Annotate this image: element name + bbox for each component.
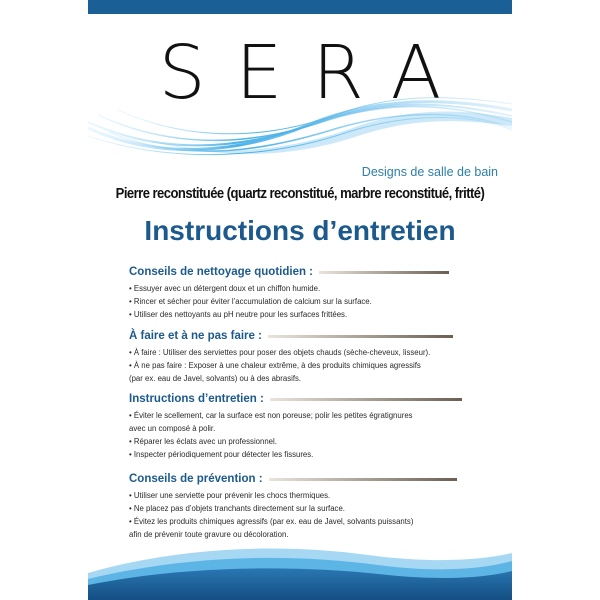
list-item: • Réparer les éclats avec un professionnel. <box>129 437 277 446</box>
wave-footer <box>88 535 512 600</box>
section-daily-cleaning <box>129 264 509 321</box>
brand-tagline: Designs de salle de bain <box>361 165 498 179</box>
section-divider <box>268 335 453 338</box>
list-item: • Essuyer avec un détergent doux et un chiffon humide. <box>129 284 321 293</box>
list-item: • À faire : Utiliser des serviettes pour poser des objets chauds (sèche-cheveux, lisseur). <box>129 348 431 357</box>
section-title: À faire et à ne pas faire : <box>129 330 262 342</box>
list-item: • Utiliser une serviette pour prévenir les chocs thermiques. <box>129 491 331 500</box>
section-divider <box>269 478 457 481</box>
list-item: • À ne pas faire : Exposer à une chaleur extrême, à des produits chimiques agressifs <box>129 361 421 370</box>
brand-logo: SERA <box>158 30 472 116</box>
section-title: Conseils de prévention : <box>129 473 263 485</box>
wave-swoosh-top <box>88 70 512 165</box>
list-item: afin de prévenir toute gravure ou décoloration. <box>129 530 289 539</box>
page-title: Instructions d’entretien <box>144 215 456 246</box>
section-divider <box>319 271 449 274</box>
section-divider <box>270 398 462 401</box>
list-item: • Évitez les produits chimiques agressifs (par ex. eau de Javel, solvants puissants) <box>129 517 414 526</box>
care-sheet <box>88 0 512 600</box>
list-item: • Ne placez pas d’objets tranchants directement sur la surface. <box>129 504 345 513</box>
list-item: avec un composé à polir. <box>129 424 216 433</box>
list-item: • Utiliser des nettoyants au pH neutre pour les surfaces frittées. <box>129 310 348 319</box>
list-item: • Rincer et sécher pour éviter l’accumulation de calcium sur la surface. <box>129 297 372 306</box>
list-item: (par ex. eau de Javel, solvants) ou à des abrasifs. <box>129 374 302 383</box>
section-prevention <box>129 471 509 541</box>
list-item: • Éviter le scellement, car la surface est non poreuse; polir les petites égratignures <box>129 411 413 420</box>
section-title: Conseils de nettoyage quotidien : <box>129 266 314 278</box>
top-bar <box>88 0 512 14</box>
section-title: Instructions d’entretien : <box>129 393 264 405</box>
section-maintenance <box>129 391 509 461</box>
list-item: • Inspecter périodiquement pour détecter les fissures. <box>129 450 314 459</box>
section-dos-donts <box>129 328 509 385</box>
material-heading: Pierre reconstituée (quartz reconstitué, marbre reconstitué, fritté) <box>115 186 485 202</box>
